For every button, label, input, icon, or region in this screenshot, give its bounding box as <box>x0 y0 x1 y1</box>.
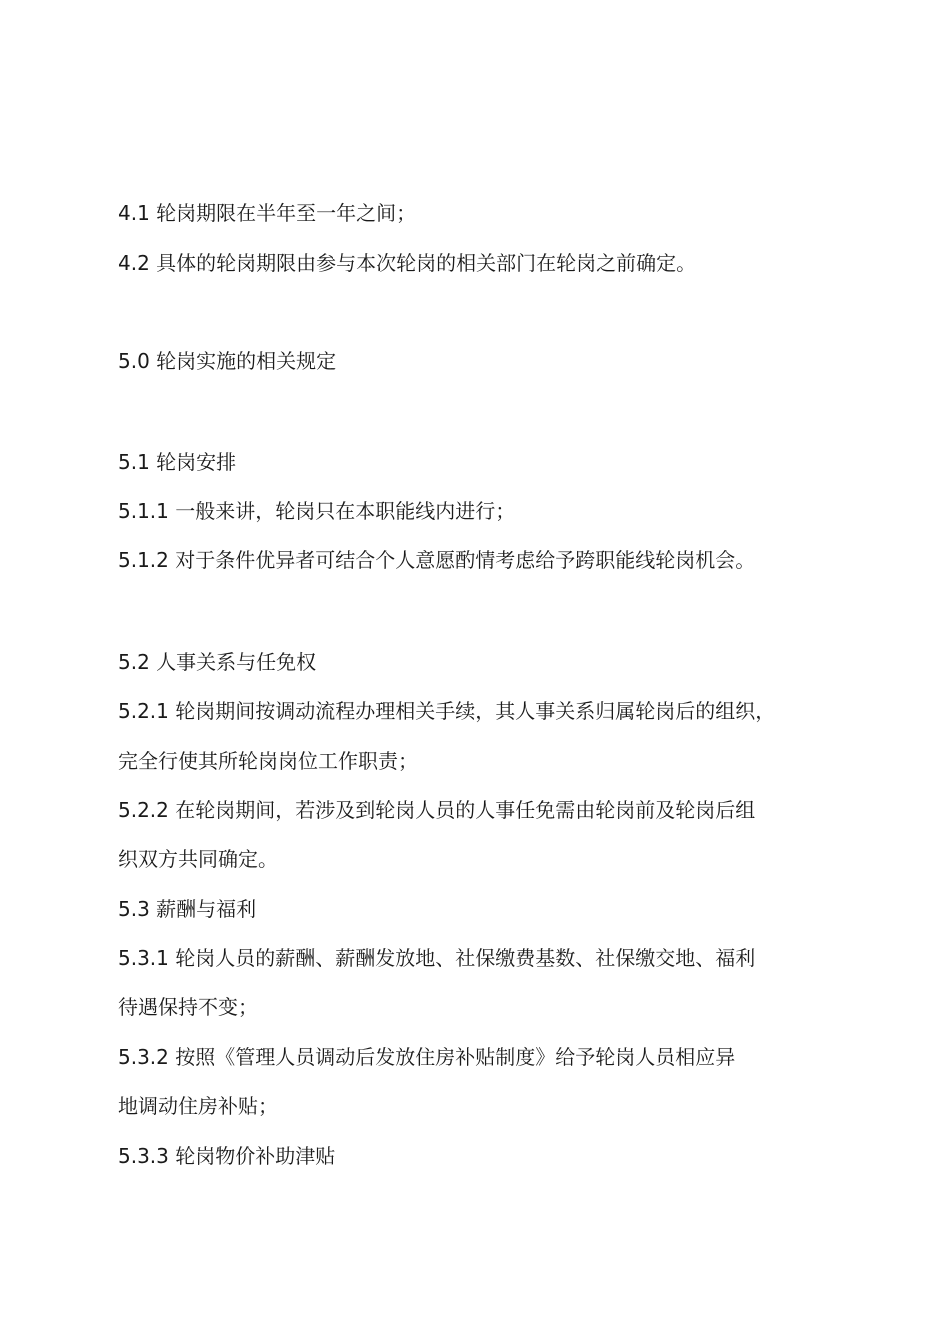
subsection-heading-5-3: 5.3 薪酬与福利 <box>118 897 257 921</box>
clause-5-2-1: 5.2.1 轮岗期间按调动流程办理相关手续，其人事关系归属轮岗后的组织， <box>118 699 776 723</box>
clause-5-2-2: 5.2.2 在轮岗期间，若涉及到轮岗人员的人事任免需由轮岗前及轮岗后组 <box>118 798 756 822</box>
clause-5-3-1-continued: 待遇保持不变； <box>118 995 258 1019</box>
clause-5-3-2: 5.3.2 按照《管理人员调动后发放住房补贴制度》给予轮岗人员相应异 <box>118 1045 736 1069</box>
subsection-heading-5-1: 5.1 轮岗安排 <box>118 450 237 474</box>
clause-4-1: 4.1 轮岗期限在半年至一年之间； <box>118 201 417 225</box>
clause-5-2-1-continued: 完全行使其所轮岗岗位工作职责； <box>118 749 418 773</box>
subsection-heading-5-2: 5.2 人事关系与任免权 <box>118 650 317 674</box>
section-heading-5-0: 5.0 轮岗实施的相关规定 <box>118 349 337 373</box>
clause-5-1-2: 5.1.2 对于条件优异者可结合个人意愿酌情考虑给予跨职能线轮岗机会。 <box>118 548 756 572</box>
clause-4-2: 4.2 具体的轮岗期限由参与本次轮岗的相关部门在轮岗之前确定。 <box>118 251 697 275</box>
clause-5-3-1: 5.3.1 轮岗人员的薪酬、薪酬发放地、社保缴费基数、社保缴交地、福利 <box>118 946 756 970</box>
clause-5-3-2-continued: 地调动住房补贴； <box>118 1094 278 1118</box>
clause-5-1-1: 5.1.1 一般来讲，轮岗只在本职能线内进行； <box>118 499 516 523</box>
clause-5-2-2-continued: 织双方共同确定。 <box>118 847 278 871</box>
clause-5-3-3: 5.3.3 轮岗物价补助津贴 <box>118 1144 336 1168</box>
